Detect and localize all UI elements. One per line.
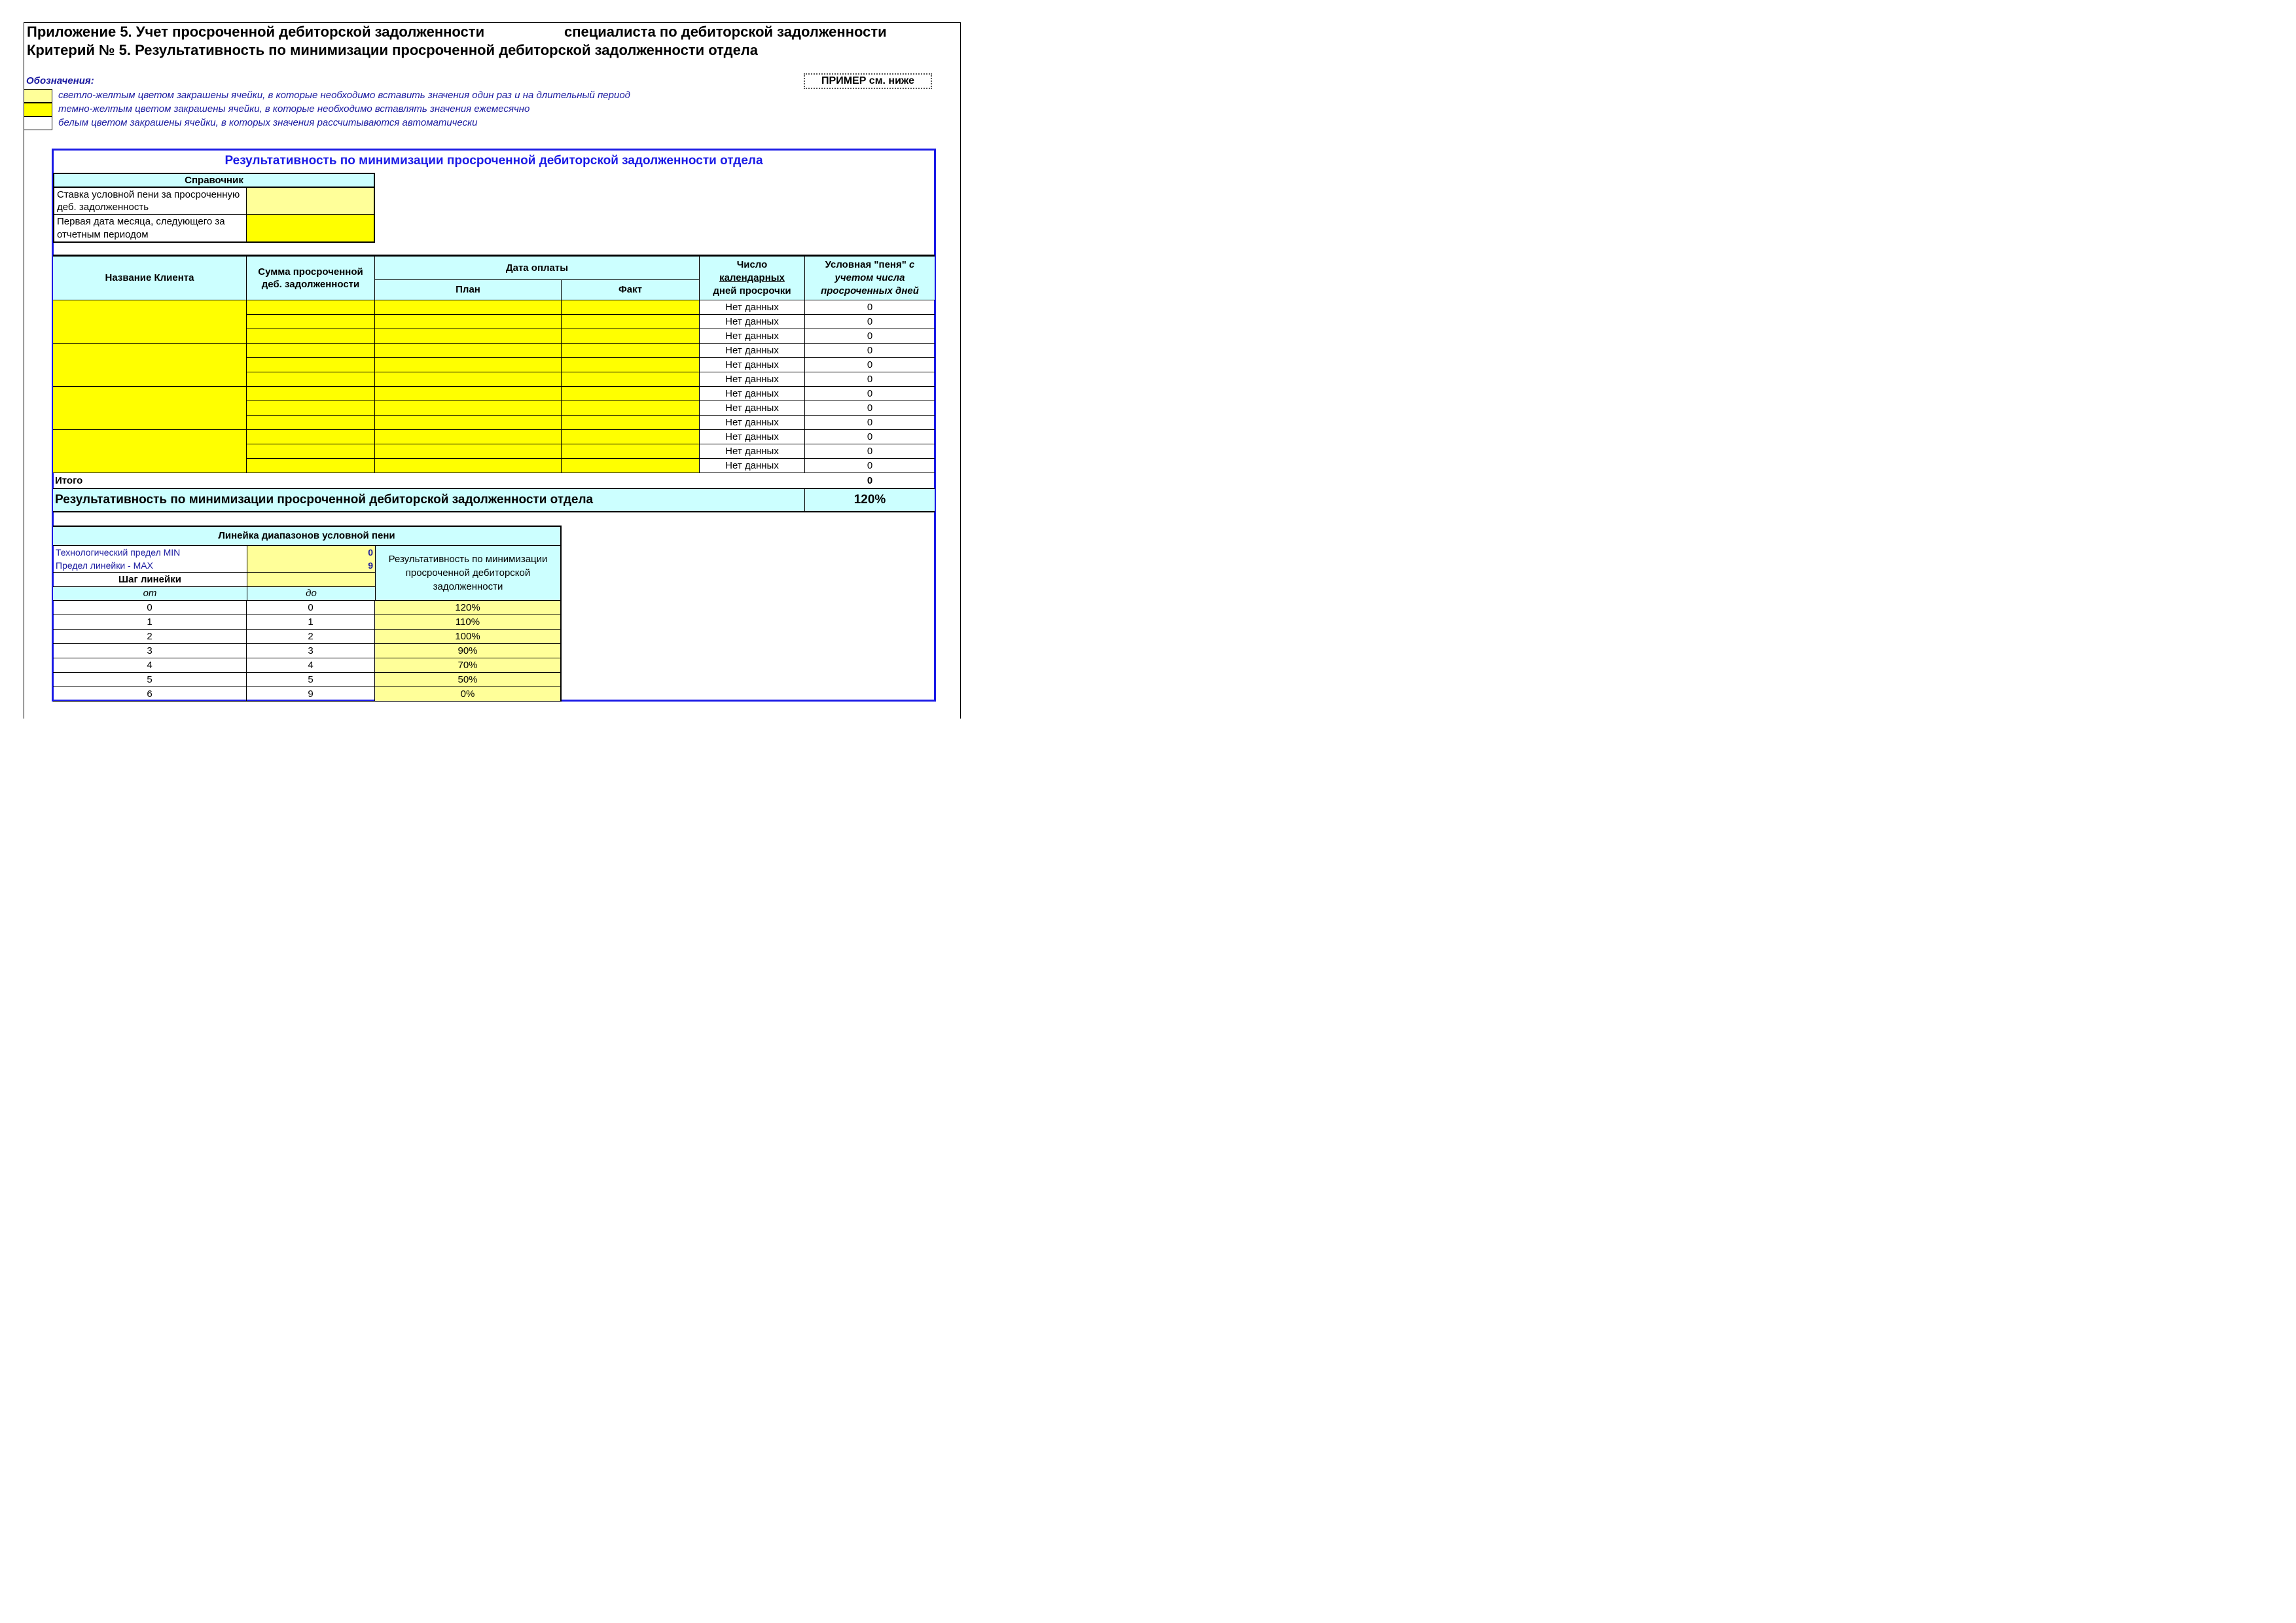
client-name-cell[interactable] bbox=[53, 344, 247, 387]
days-overdue-cell: Нет данных bbox=[700, 430, 805, 444]
days-overdue-cell: Нет данных bbox=[700, 387, 805, 401]
total-label: Итого bbox=[53, 473, 805, 489]
fact-date-cell[interactable] bbox=[562, 459, 700, 473]
scale-max-value[interactable]: 9 bbox=[247, 559, 375, 573]
fact-date-cell[interactable] bbox=[562, 358, 700, 372]
scale-from-header: от bbox=[53, 587, 247, 601]
col-days-header-line3: дней просрочки bbox=[713, 285, 791, 297]
days-overdue-cell: Нет данных bbox=[700, 344, 805, 358]
col-penalty-header-line1: Условная "пеня" bbox=[825, 259, 906, 270]
plan-date-cell[interactable] bbox=[375, 401, 562, 416]
fact-date-cell[interactable] bbox=[562, 344, 700, 358]
fact-date-cell[interactable] bbox=[562, 401, 700, 416]
penalty-cell: 0 bbox=[805, 387, 935, 401]
scale-pct-cell: 50% bbox=[375, 673, 562, 687]
page-title-right: специалиста по дебиторской задолженности bbox=[564, 24, 887, 40]
scale-from-cell: 3 bbox=[53, 644, 247, 658]
reference-rate-input[interactable] bbox=[247, 188, 375, 215]
legend-swatch-dark-yellow bbox=[24, 103, 52, 116]
scale-result-header: Результативность по минимизации просроченной дебиторской задолженности bbox=[375, 546, 562, 601]
legend-item-dark-yellow: темно-желтым цветом закрашены ячейки, в которые необходимо вставлять значения ежемесячно bbox=[58, 103, 530, 115]
penalty-cell: 0 bbox=[805, 416, 935, 430]
days-overdue-cell: Нет данных bbox=[700, 416, 805, 430]
scale-pct-cell: 0% bbox=[375, 687, 562, 702]
scale-from-cell: 2 bbox=[53, 630, 247, 644]
days-overdue-cell: Нет данных bbox=[700, 444, 805, 459]
plan-date-cell[interactable] bbox=[375, 315, 562, 329]
scale-from-cell: 5 bbox=[53, 673, 247, 687]
scale-pct-cell: 100% bbox=[375, 630, 562, 644]
col-penalty-header-s: с bbox=[909, 259, 915, 270]
client-name-cell[interactable] bbox=[53, 430, 247, 473]
plan-date-cell[interactable] bbox=[375, 416, 562, 430]
scale-to-cell: 0 bbox=[247, 601, 375, 615]
legend-swatch-light-yellow bbox=[24, 89, 52, 103]
reference-date-label: Первая дата месяца, следующего за отчетным периодом bbox=[53, 215, 247, 243]
scale-header: Линейка диапазонов условной пени bbox=[53, 526, 562, 546]
scale-step-input[interactable] bbox=[247, 573, 375, 587]
scale-to-cell: 9 bbox=[247, 687, 375, 702]
result-label: Результативность по минимизации просроченной дебиторской задолженности отдела bbox=[53, 489, 805, 512]
days-overdue-cell: Нет данных bbox=[700, 459, 805, 473]
col-client-header: Название Клиента bbox=[53, 257, 247, 300]
col-fact-header: Факт bbox=[562, 280, 700, 300]
penalty-cell: 0 bbox=[805, 329, 935, 344]
scale-to-header: до bbox=[247, 587, 375, 601]
sum-cell[interactable] bbox=[247, 329, 375, 344]
page-title-left: Приложение 5. Учет просроченной дебиторской задолженности bbox=[27, 24, 485, 40]
penalty-cell: 0 bbox=[805, 315, 935, 329]
col-days-header-line2: календарных bbox=[719, 272, 785, 283]
sum-cell[interactable] bbox=[247, 459, 375, 473]
plan-date-cell[interactable] bbox=[375, 300, 562, 315]
penalty-cell: 0 bbox=[805, 372, 935, 387]
example-note: ПРИМЕР см. ниже bbox=[804, 73, 932, 89]
penalty-cell: 0 bbox=[805, 444, 935, 459]
scale-max-label: Предел линейки - MAX bbox=[53, 559, 247, 573]
scale-pct-cell: 120% bbox=[375, 601, 562, 615]
reference-date-input[interactable] bbox=[247, 215, 375, 243]
reference-rate-label: Ставка условной пени за просроченную деб. задолженность bbox=[53, 188, 247, 215]
scale-from-cell: 1 bbox=[53, 615, 247, 630]
sum-cell[interactable] bbox=[247, 358, 375, 372]
page-subtitle: Критерий № 5. Результативность по минимизации просроченной дебиторской задолженности отдела bbox=[27, 42, 759, 58]
sum-cell[interactable] bbox=[247, 344, 375, 358]
fact-date-cell[interactable] bbox=[562, 416, 700, 430]
fact-date-cell[interactable] bbox=[562, 430, 700, 444]
scale-pct-cell: 90% bbox=[375, 644, 562, 658]
sum-cell[interactable] bbox=[247, 430, 375, 444]
plan-date-cell[interactable] bbox=[375, 372, 562, 387]
penalty-cell: 0 bbox=[805, 401, 935, 416]
client-name-cell[interactable] bbox=[53, 387, 247, 430]
scale-to-cell: 4 bbox=[247, 658, 375, 673]
scale-to-cell: 1 bbox=[247, 615, 375, 630]
plan-date-cell[interactable] bbox=[375, 358, 562, 372]
col-sum-header: Сумма просроченной деб. задолженности bbox=[247, 257, 375, 300]
col-date-header: Дата оплаты bbox=[375, 257, 700, 280]
legend-item-light-yellow: светло-желтым цветом закрашены ячейки, в которые необходимо вставить значения один раз и на длительный период bbox=[58, 90, 630, 101]
sum-cell[interactable] bbox=[247, 401, 375, 416]
fact-date-cell[interactable] bbox=[562, 315, 700, 329]
scale-to-cell: 5 bbox=[247, 673, 375, 687]
sum-cell[interactable] bbox=[247, 416, 375, 430]
plan-date-cell[interactable] bbox=[375, 459, 562, 473]
scale-to-cell: 2 bbox=[247, 630, 375, 644]
sum-cell[interactable] bbox=[247, 387, 375, 401]
col-penalty-header-line2: учетом числа просроченных дней bbox=[821, 272, 919, 297]
sum-cell[interactable] bbox=[247, 372, 375, 387]
plan-date-cell[interactable] bbox=[375, 329, 562, 344]
days-overdue-cell: Нет данных bbox=[700, 401, 805, 416]
legend-swatch-white bbox=[24, 116, 52, 130]
fact-date-cell[interactable] bbox=[562, 372, 700, 387]
scale-step-label: Шаг линейки bbox=[53, 573, 247, 587]
total-value: 0 bbox=[805, 473, 935, 489]
days-overdue-cell: Нет данных bbox=[700, 300, 805, 315]
fact-date-cell[interactable] bbox=[562, 300, 700, 315]
col-days-header-line1: Число bbox=[736, 259, 768, 270]
penalty-cell: 0 bbox=[805, 344, 935, 358]
plan-date-cell[interactable] bbox=[375, 444, 562, 459]
result-value: 120% bbox=[805, 489, 935, 512]
scale-min-value[interactable]: 0 bbox=[247, 546, 375, 559]
legend-item-white: белым цветом закрашены ячейки, в которых значения рассчитываются автоматически bbox=[58, 117, 478, 128]
sum-cell[interactable] bbox=[247, 300, 375, 315]
main-title: Результативность по минимизации просроченной дебиторской задолженности отдела bbox=[224, 154, 763, 168]
scale-min-label: Технологический предел MIN bbox=[56, 546, 181, 558]
days-overdue-cell: Нет данных bbox=[700, 358, 805, 372]
days-overdue-cell: Нет данных bbox=[700, 329, 805, 344]
col-penalty-header bbox=[805, 257, 935, 300]
fact-date-cell[interactable] bbox=[562, 387, 700, 401]
scale-pct-cell: 110% bbox=[375, 615, 562, 630]
sum-cell[interactable] bbox=[247, 315, 375, 329]
fact-date-cell[interactable] bbox=[562, 444, 700, 459]
client-name-cell[interactable] bbox=[53, 300, 247, 344]
days-overdue-cell: Нет данных bbox=[700, 315, 805, 329]
plan-date-cell[interactable] bbox=[375, 344, 562, 358]
plan-date-cell[interactable] bbox=[375, 387, 562, 401]
sum-cell[interactable] bbox=[247, 444, 375, 459]
scale-pct-cell: 70% bbox=[375, 658, 562, 673]
scale-to-cell: 3 bbox=[247, 644, 375, 658]
reference-header: Справочник bbox=[53, 173, 375, 188]
penalty-cell: 0 bbox=[805, 459, 935, 473]
col-plan-header: План bbox=[375, 280, 562, 300]
scale-from-cell: 6 bbox=[53, 687, 247, 702]
penalty-cell: 0 bbox=[805, 358, 935, 372]
scale-from-cell: 4 bbox=[53, 658, 247, 673]
penalty-cell: 0 bbox=[805, 430, 935, 444]
penalty-cell: 0 bbox=[805, 300, 935, 315]
legend-title: Обозначения: bbox=[26, 75, 94, 86]
fact-date-cell[interactable] bbox=[562, 329, 700, 344]
days-overdue-cell: Нет данных bbox=[700, 372, 805, 387]
col-days-header bbox=[700, 257, 805, 300]
scale-from-cell: 0 bbox=[53, 601, 247, 615]
plan-date-cell[interactable] bbox=[375, 430, 562, 444]
